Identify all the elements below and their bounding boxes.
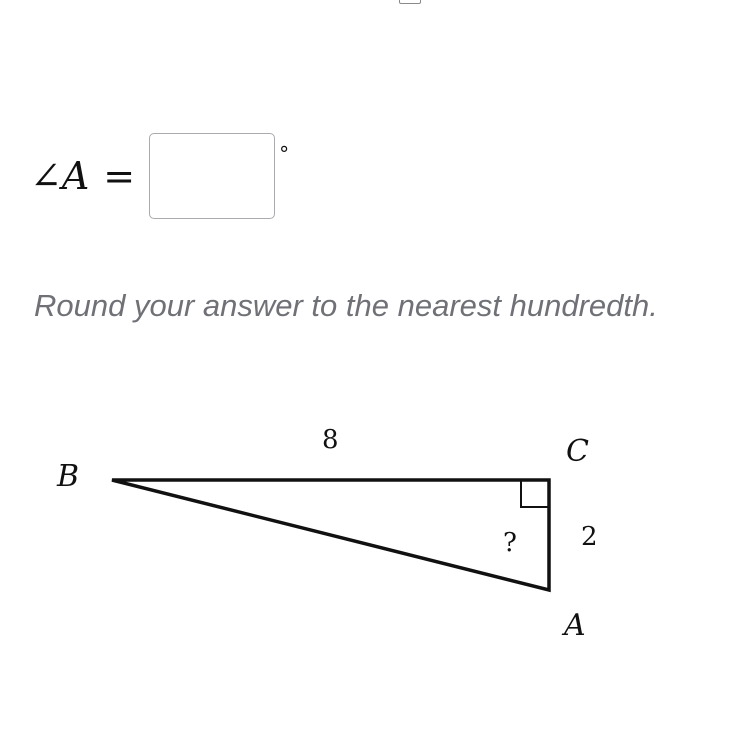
vertex-label-c: C	[566, 434, 589, 469]
side-label-bc: 8	[322, 425, 339, 455]
vertex-label-b: B	[57, 459, 80, 494]
side-label-ca: 2	[581, 522, 598, 552]
right-angle-marker	[521, 480, 549, 507]
degree-symbol: °	[279, 142, 290, 166]
angle-symbol: ∠	[30, 154, 62, 198]
equals-sign: =	[103, 154, 136, 198]
triangle-abc	[112, 480, 549, 590]
instruction-text: Round your answer to the nearest hundredth.	[34, 288, 658, 323]
unknown-angle-label: ?	[503, 528, 517, 558]
angle-vertex-name: A	[61, 154, 90, 198]
vertex-label-a: A	[564, 608, 586, 643]
